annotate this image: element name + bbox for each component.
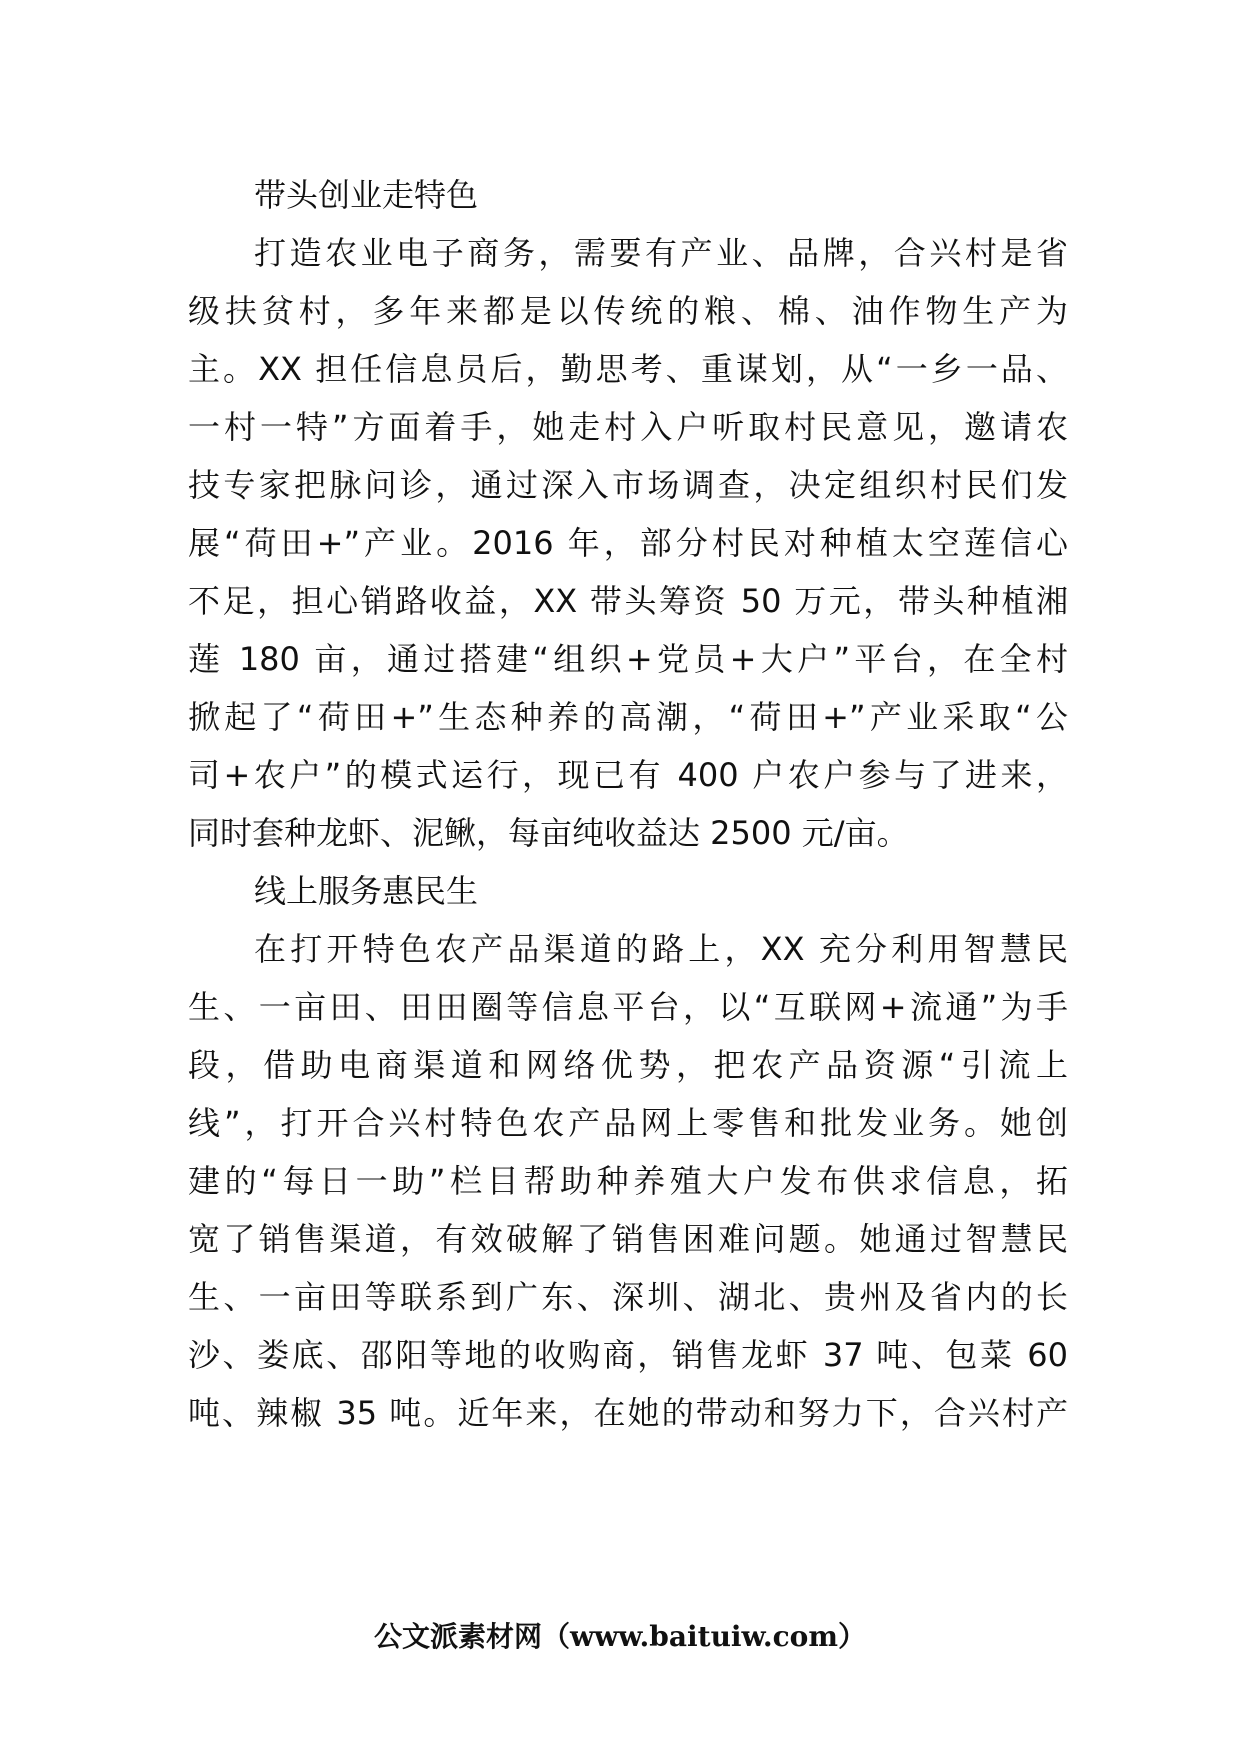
paragraph-line: 沙、娄底、邵阳等地的收购商，销售龙虾 37 吨、包菜 60: [188, 1336, 1068, 1374]
paragraph-line-last: 同时套种龙虾、泥鳅，每亩纯收益达 2500 元/亩。: [188, 814, 909, 852]
paragraph-line: 建的“每日一助”栏目帮助种养殖大户发布供求信息，拓: [188, 1162, 1068, 1200]
paragraph-line: 级扶贫村，多年来都是以传统的粮、棉、油作物生产为: [188, 292, 1068, 330]
paragraph-line: 莲 180 亩，通过搭建“组织+党员+大户”平台，在全村: [188, 640, 1068, 678]
paragraph-line: 段，借助电商渠道和网络优势，把农产品资源“引流上: [188, 1046, 1068, 1084]
paragraph-line: 生、一亩田等联系到广东、深圳、湖北、贵州及省内的长: [188, 1278, 1068, 1316]
paragraph-line: 技专家把脉问诊，通过深入市场调查，决定组织村民们发: [188, 466, 1068, 504]
section-heading-online-services: 线上服务惠民生: [254, 872, 479, 910]
paragraph-line: 吨、辣椒 35 吨。近年来，在她的带动和努力下，合兴村产: [188, 1394, 1068, 1432]
paragraph-line: 不足，担心销路收益，XX 带头筹资 50 万元，带头种植湘: [188, 582, 1068, 620]
paragraph-line: 一村一特”方面着手，她走村入户听取村民意见，邀请农: [188, 408, 1068, 446]
paragraph-line: 掀起了“荷田+”生态种养的高潮，“荷田+”产业采取“公: [188, 698, 1068, 736]
paragraph-line: 司+农户”的模式运行，现已有 400 户农户参与了进来，: [188, 756, 1068, 794]
paragraph-line: 宽了销售渠道，有效破解了销售困难问题。她通过智慧民: [188, 1220, 1068, 1258]
paragraph-line: 打造农业电子商务，需要有产业、品牌，合兴村是省: [254, 234, 1068, 272]
paragraph-line: 在打开特色农产品渠道的路上，XX 充分利用智慧民: [254, 930, 1068, 968]
paragraph-line: 生、一亩田、田田圈等信息平台，以“互联网+流通”为手: [188, 988, 1068, 1026]
paragraph-line: 展“荷田+”产业。2016 年，部分村民对种植太空莲信心: [188, 524, 1068, 562]
section-heading-entrepreneurship: 带头创业走特色: [254, 176, 479, 214]
footer-watermark-text: 公文派素材网（www.baituiw.com）: [374, 1620, 866, 1653]
paragraph-line: 线”，打开合兴村特色农产品网上零售和批发业务。她创: [188, 1104, 1068, 1142]
paragraph-line: 主。XX 担任信息员后，勤思考、重谋划，从“一乡一品、: [188, 350, 1068, 388]
